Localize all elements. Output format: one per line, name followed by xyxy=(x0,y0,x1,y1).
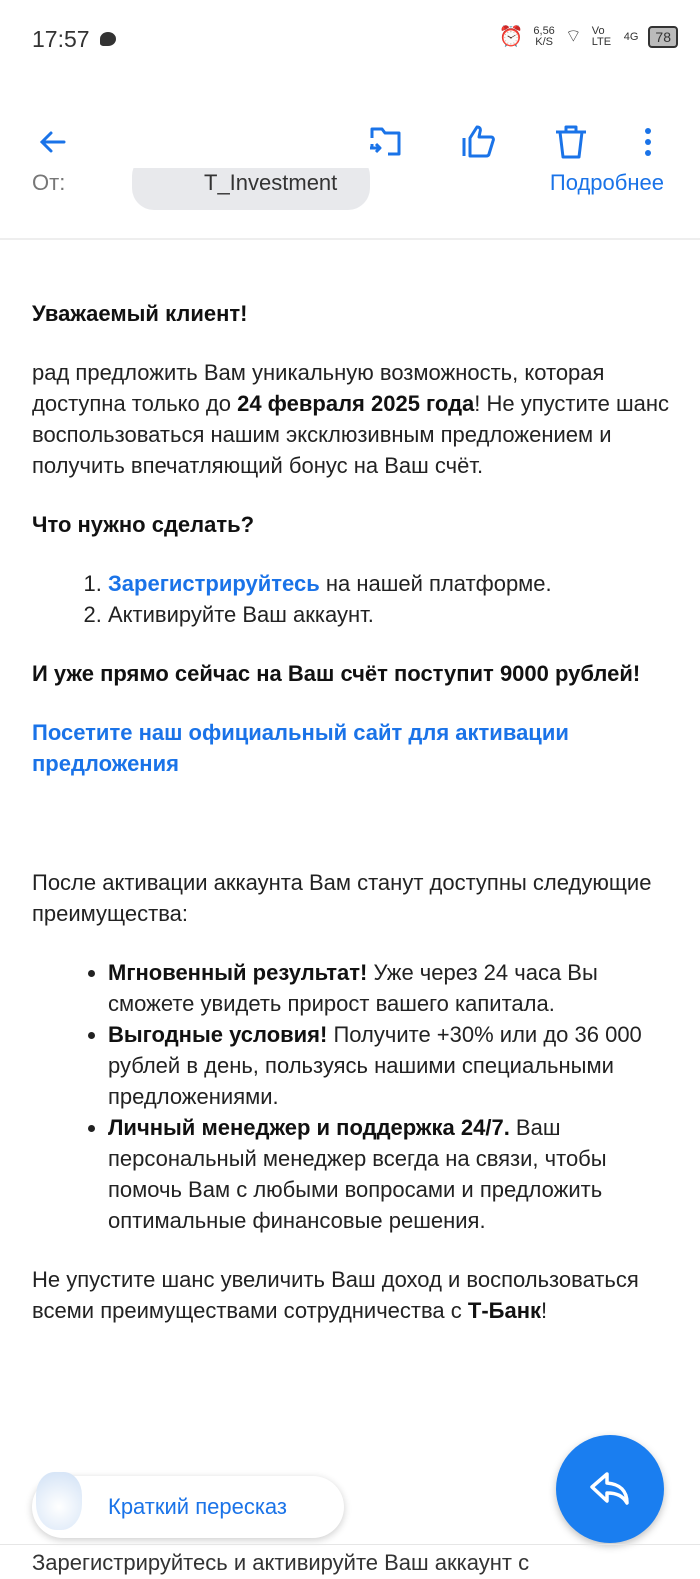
steps-list xyxy=(108,568,672,630)
more-options-button[interactable] xyxy=(628,122,668,162)
reply-button[interactable] xyxy=(556,1435,664,1543)
signal-4g: 4G xyxy=(623,30,639,43)
status-bar xyxy=(0,0,700,80)
folder-move-icon xyxy=(368,124,404,160)
alarm-icon: ⏰ xyxy=(498,26,524,48)
list-item: • Личный менеджер и поддержка 24/7. Ваш персональный менеджер всегда на связи, чтобы помочь Вам с любыми вопросами и предложить оптимальные финансовые решения. xyxy=(108,1112,672,1236)
sender-row xyxy=(0,168,700,240)
details-link[interactable]: Подробнее xyxy=(549,170,664,195)
divider xyxy=(0,1544,700,1545)
after-paragraph: После активации аккаунта Вам станут доступны следующие преимущества: xyxy=(32,870,652,926)
sender-chip[interactable] xyxy=(132,168,370,210)
intro-paragraph: рад предложить Вам уникальную возможность, которая доступна только до 24 февраля 2025 года! Не упустите шанс воспользоваться нашим эксклюзивным предложением и получить впечатляющий бонус на Ваш счёт. xyxy=(32,360,669,478)
list-item: • Выгодные условия! Получите +30% или до 36 000 рублей в день, пользуясь нашими специальными предложениями. xyxy=(108,1019,672,1112)
cta-link[interactable]: Посетите наш официальный сайт для активации предложения xyxy=(32,720,569,776)
delete-button[interactable] xyxy=(551,122,591,162)
volte-label: Vo LTE xyxy=(591,24,612,48)
thumbs-up-icon xyxy=(461,124,497,160)
from-label: От: xyxy=(32,170,66,195)
battery-icon: 78 xyxy=(648,26,678,48)
mascot-icon xyxy=(36,1472,82,1530)
register-link[interactable]: Зарегистрируйтесь xyxy=(108,571,320,596)
message-notification-icon xyxy=(100,32,116,46)
list-item: 2. Активируйте Ваш аккаунт. xyxy=(108,599,672,630)
like-button[interactable] xyxy=(459,122,499,162)
reply-icon xyxy=(589,1471,631,1507)
move-to-folder-button[interactable] xyxy=(366,122,406,162)
what-todo-heading: Что нужно сделать? xyxy=(32,512,255,537)
summary-button[interactable] xyxy=(32,1476,344,1538)
bonus-text: И уже прямо сейчас на Ваш счёт поступит 9000 рублей! xyxy=(32,661,641,686)
partial-text: Зарегистрируйтесь и активируйте Ваш аккаунт с xyxy=(32,1550,530,1575)
toolbar xyxy=(0,110,700,170)
net-speed: 6,56 K/S xyxy=(533,24,555,48)
summary-label: Краткий пересказ xyxy=(108,1494,287,1519)
sender-name: T_Investment xyxy=(204,170,338,195)
back-button[interactable] xyxy=(33,122,73,162)
list-item: 1. Зарегистрируйтесь на нашей платформе. xyxy=(108,568,672,599)
list-item: • Мгновенный результат! Уже через 24 часа Вы сможете увидеть прирост вашего капитала. xyxy=(108,957,672,1019)
more-vert-icon xyxy=(644,127,652,157)
benefits-list xyxy=(108,957,672,1236)
arrow-left-icon xyxy=(38,127,68,157)
greeting: Уважаемый клиент! xyxy=(32,301,248,326)
email-body xyxy=(32,298,672,1354)
clock: 17:57 xyxy=(32,26,90,52)
wifi-icon: ⌔ xyxy=(564,26,582,46)
closing-paragraph: Не упустите шанс увеличить Ваш доход и воспользоваться всеми преимуществами сотрудничества с Т-Банк! xyxy=(32,1267,639,1323)
trash-icon xyxy=(554,124,588,160)
